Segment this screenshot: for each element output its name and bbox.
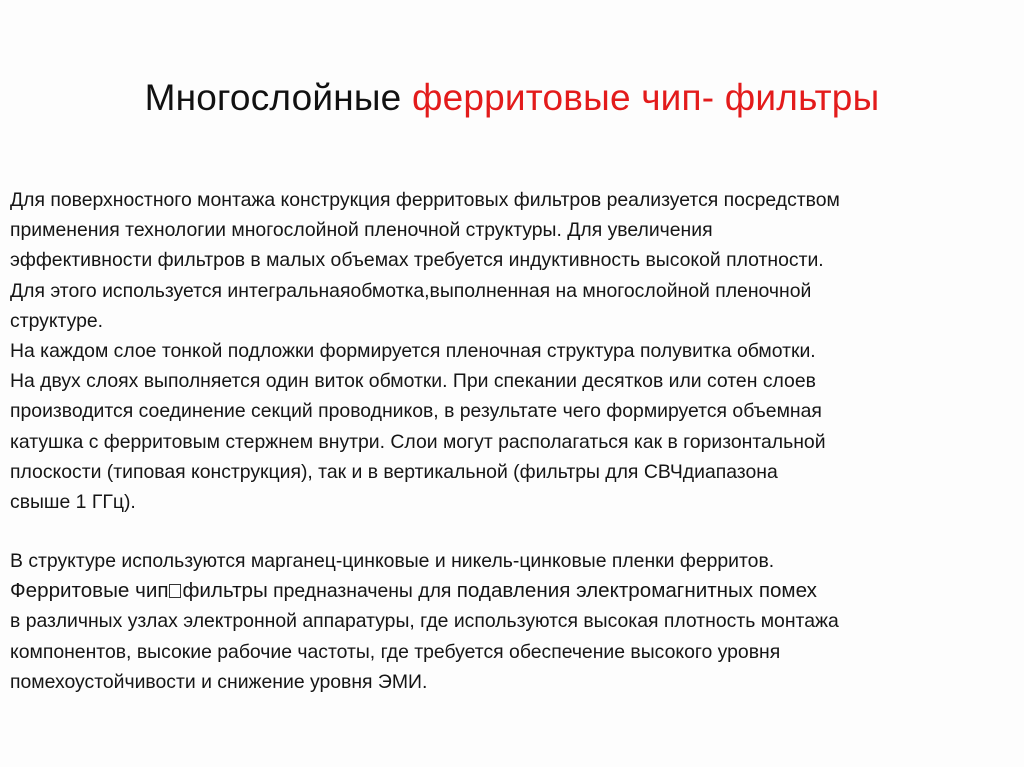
missing-glyph-box: [169, 584, 181, 598]
paragraph2-line: компонентов, высокие рабочие частоты, где требуется обеспечение высокого уровня: [10, 640, 781, 663]
purpose-text: предназначены для: [267, 580, 457, 603]
paragraph1-line: эффективности фильтров в малых объемах требуется индуктивность высокой плотности.: [10, 249, 824, 272]
paragraph1-line: Для поверхностного монтажа конструкция ферритовых фильтров реализуется посредством: [10, 189, 840, 211]
chip-filters-text-a: Ферритовые чип: [10, 579, 169, 603]
slide-title: [0, 72, 1024, 124]
slide-body: [10, 185, 1010, 697]
title-black-part: Многослойные: [144, 77, 412, 118]
paragraph1-line: структуре.: [10, 309, 104, 332]
paragraph2-line: В структуре используются марганец-цинковые и никель-цинковые пленки ферритов.: [10, 550, 775, 573]
paragraph1-line: Для этого используется интегральнаяобмотка,выполненная на многослойной пленочной: [10, 279, 812, 302]
paragraph1-line: На двух слоях выполняется один виток обмотки. При спекании десятков или сотен слоев: [10, 370, 816, 393]
paragraph2-line: в различных узлах электронной аппаратуры, где используются высокая плотность монтажа: [10, 610, 839, 633]
paragraph1-line: применения технологии многослойной пленочной структуры. Для увеличения: [10, 219, 713, 242]
paragraph1-line: плоскости (типовая конструкция), так и в вертикальной (фильтры для СВЧдиапазона: [10, 460, 778, 483]
paragraph1-line: свыше 1 ГГц).: [10, 490, 136, 513]
paragraph2-line: [10, 576, 1010, 606]
emi-suppression-text: подавления электромагнитных помех: [456, 579, 817, 603]
paragraph2-line: помехоустойчивости и снижение уровня ЭМИ.: [10, 670, 428, 693]
title-red-part: ферритовые чип- фильтры: [411, 77, 880, 118]
paragraph1-line: На каждом слое тонкой подложки формируется пленочная структура полувитка обмотки.: [10, 339, 816, 362]
chip-filters-text-b: фильтры: [182, 579, 268, 603]
paragraph-spacer: [10, 517, 1010, 546]
paragraph1-line: катушка с ферритовым стержнем внутри. Слои могут располагаться как в горизонтальной: [10, 430, 826, 453]
paragraph1-line: производится соединение секций проводников, в результате чего формируется объемная: [10, 400, 822, 423]
